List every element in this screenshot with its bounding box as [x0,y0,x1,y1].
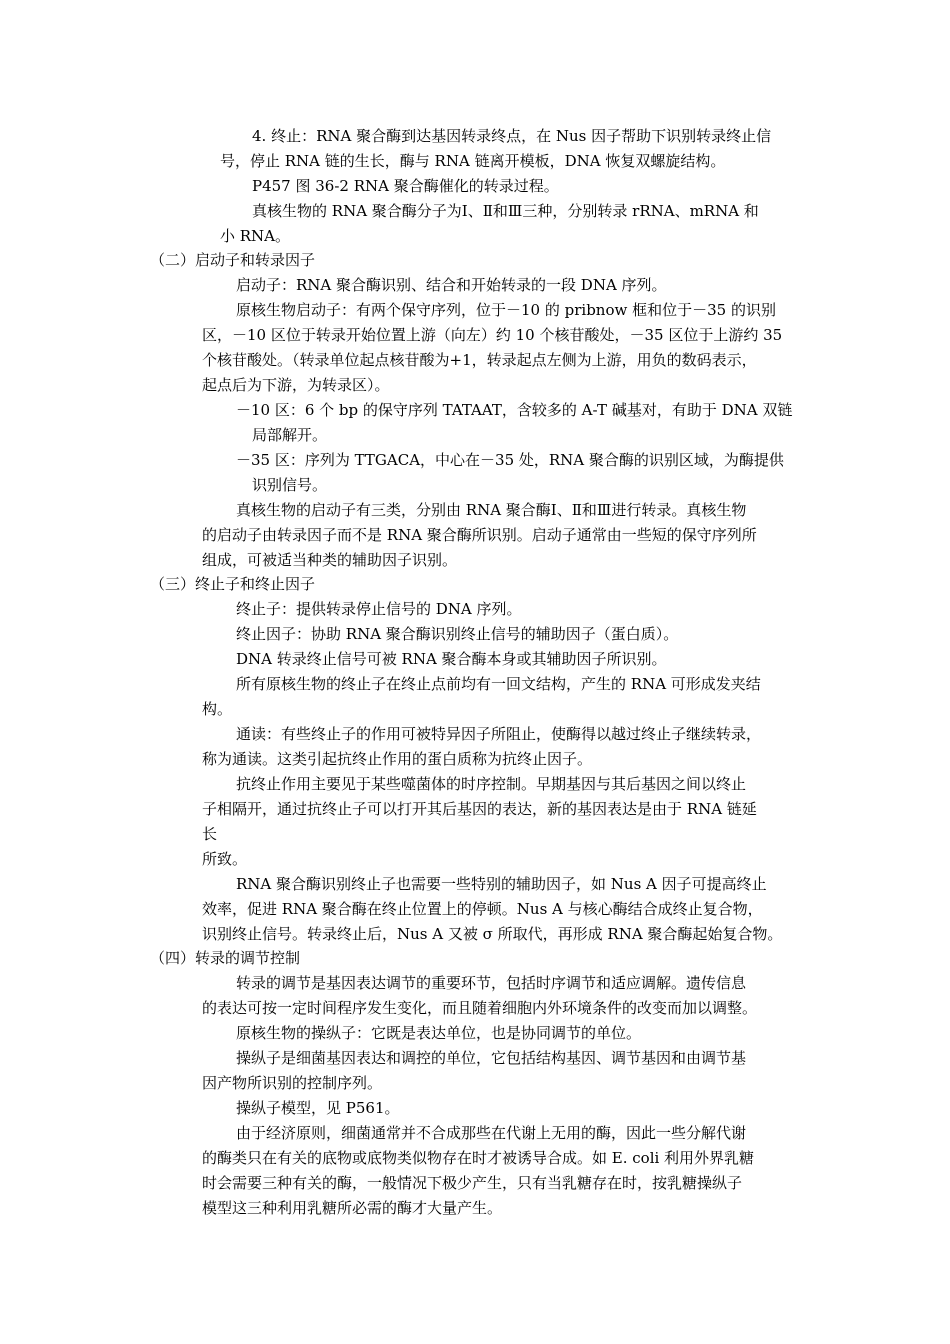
text-line: 起点后为下游，为转录区）。 [202,376,390,394]
text-line: 个核苷酸处。（转录单位起点核苷酸为+1，转录起点左侧为上游，用负的数码表示， [202,351,757,369]
text-line: －10 区：6 个 bp 的保守序列 TATAAT，含较多的 A-T 碱基对，有助于 DNA 双链 [236,401,793,419]
text-line: 由于经济原则，细菌通常并不合成那些在代谢上无用的酶，因此一些分解代谢 [236,1124,747,1142]
text-line: －35 区：序列为 TTGACA，中心在－35 处，RNA 聚合酶的识别区域，为酶提供 [236,451,784,469]
section-heading: （四）转录的调节控制 [150,949,301,967]
text-line: RNA 聚合酶识别终止子也需要一些特别的辅助因子，如 Nus A 因子可提高终止 [236,875,767,893]
text-line: 局部解开。 [252,426,328,444]
text-line: 子相隔开，通过抗终止子可以打开其后基因的表达，新的基因表达是由于 RNA 链延 [202,800,757,818]
text-line: 4. 终止：RNA 聚合酶到达基因转录终点，在 Nus 因子帮助下识别转录终止信 [252,127,772,145]
text-line: 称为通读。这类引起抗终止作用的蛋白质称为抗终止因子。 [202,750,593,768]
text-line: 终止因子：协助 RNA 聚合酶识别终止信号的辅助因子（蛋白质）。 [236,625,679,643]
text-line: 模型这三种利用乳糖所必需的酶才大量产生。 [202,1199,503,1217]
text-line: 原核生物启动子：有两个保守序列，位于－10 的 pribnow 框和位于－35 的识别 [236,301,776,319]
text-line: 的表达可按一定时间程序发生变化，而且随着细胞内外环境条件的改变而加以调整。 [202,999,758,1017]
text-line: 构。 [202,700,233,718]
text-line: 号，停止 RNA 链的生长，酶与 RNA 链离开模板，DNA 恢复双螺旋结构。 [220,152,726,170]
text-line: 抗终止作用主要见于某些噬菌体的时序控制。早期基因与其后基因之间以终止 [236,775,747,793]
text-line: 小 RNA。 [220,227,291,245]
text-line: 原核生物的操纵子：它既是表达单位，也是协同调节的单位。 [236,1024,642,1042]
text-line: 操纵子模型，见 P561。 [236,1099,400,1117]
text-line: DNA 转录终止信号可被 RNA 聚合酶本身或其辅助因子所识别。 [236,650,667,668]
text-line: 组成，可被适当种类的辅助因子识别。 [202,551,458,569]
text-line: 因产物所识别的控制序列。 [202,1074,383,1092]
text-line: 的酶类只在有关的底物或底物类似物存在时才被诱导合成。如 E. coli 利用外界乳糖 [202,1149,755,1167]
text-line: 所有原核生物的终止子在终止点前均有一回文结构，产生的 RNA 可形成发夹结 [236,675,761,693]
text-line: 终止子：提供转录停止信号的 DNA 序列。 [236,600,522,618]
text-line: 识别终止信号。转录终止后，Nus A 又被 σ 所取代，再形成 RNA 聚合酶起始复合物。 [202,925,783,943]
text-line: 真核生物的 RNA 聚合酶分子为Ⅰ、Ⅱ和Ⅲ三种，分别转录 rRNA、mRNA 和 [252,202,759,220]
text-line: 时会需要三种有关的酶，一般情况下极少产生，只有当乳糖存在时，按乳糖操纵子 [202,1174,743,1192]
text-line: 通读：有些终止子的作用可被特异因子所阻止，使酶得以越过终止子继续转录， [236,725,762,743]
text-line: 所致。 [202,850,248,868]
figure-reference: P457 图 36-2 RNA 聚合酶催化的转录过程。 [252,177,559,195]
text-line: 识别信号。 [252,476,328,494]
section-heading: （三）终止子和终止因子 [150,575,316,593]
text-line: 的启动子由转录因子而不是 RNA 聚合酶所识别。启动子通常由一些短的保守序列所 [202,526,757,544]
section-heading: （二）启动子和转录因子 [150,251,316,269]
text-line: 启动子：RNA 聚合酶识别、结合和开始转录的一段 DNA 序列。 [236,276,667,294]
text-line: 转录的调节是基因表达调节的重要环节，包括时序调节和适应调解。遗传信息 [236,974,747,992]
text-line: 区，－10 区位于转录开始位置上游（向左）约 10 个核苷酸处，－35 区位于上游约 35 [202,326,783,344]
text-line: 真核生物的启动子有三类，分别由 RNA 聚合酶Ⅰ、Ⅱ和Ⅲ进行转录。真核生物 [236,501,747,519]
text-line: 操纵子是细菌基因表达和调控的单位，它包括结构基因、调节基因和由调节基 [236,1049,747,1067]
text-line: 长 [202,825,218,843]
text-line: 效率，促进 RNA 聚合酶在终止位置上的停顿。Nus A 与核心酶结合成终止复合物， [202,900,763,918]
